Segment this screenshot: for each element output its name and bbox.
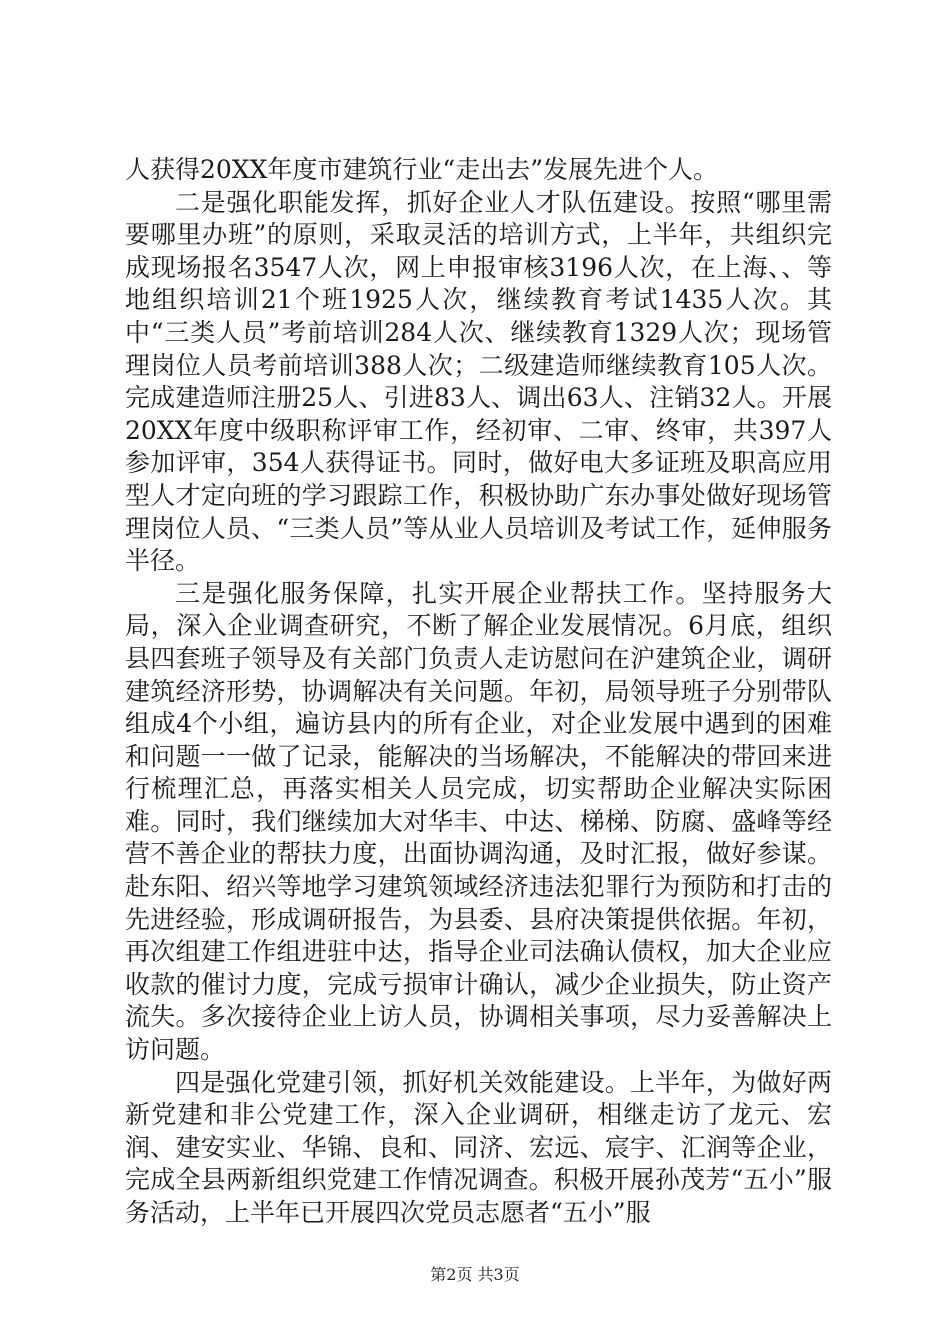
paragraph-talent-building: 二是强化职能发挥，抓好企业人才队伍建设。按照“哪里需要哪里办班”的原则，采取灵活的培训方式，上半年，共组织完成现场报名3547人次，网上申报审核3196人次，在上海、、等地组织培训21个班1925人次，继续教育考试1435人次。其中“三类人员”考前培训284人次、继续教育1329人次；现场管理岗位人员考前培训388人次；二级建造师继续教育105人次。完成建造师注册25人、引进83人、调出63人、注销32人。开展20XX年度中级职称评审工作，经初审、二审、终审，共397人参加评审，354人获得证书。同时，做好电大多证班及职高应用型人才定向班的学习跟踪工作，积极协助广东办事处做好现场管理岗位人员、“三类人员”等从业人员培训及考试工作，延伸服务半径。 bbox=[125, 187, 832, 576]
paragraph-enterprise-support: 三是强化服务保障，扎实开展企业帮扶工作。坚持服务大局，深入企业调查研究，不断了解企业发展情况。6月底，组织县四套班子领导及有关部门负责人走访慰问在沪建筑企业，调研建筑经济形势，协调解决有关问题。年初，局领导班子分别带队组成4个小组，遍访县内的所有企业，对企业发展中遇到的困难和问题一一做了记录，能解决的当场解决，不能解决的带回来进行梳理汇总，再落实相关人员完成，切实帮助企业解决实际困难。同时，我们继续加大对华丰、中达、梯梯、防腐、盛峰等经营不善企业的帮扶力度，出面协调沟通，及时汇报，做好参谋。赴东阳、绍兴等地学习建筑领域经济违法犯罪行为预防和打击的先进经验，形成调研报告，为县委、县府决策提供依据。年初，再次组建工作组进驻中达，指导企业司法确认债权，加大企业应收款的催讨力度，完成亏损审计确认，减少企业损失，防止资产流失。多次接待企业上访人员，协调相关事项，尽力妥善解决上访问题。 bbox=[125, 578, 832, 1065]
paragraph-continuation: 人获得20XX年度市建筑行业“走出去”发展先进个人。 bbox=[125, 155, 718, 184]
document-body bbox=[125, 154, 832, 1230]
page-number-footer: 第2页 共3页 bbox=[430, 1265, 520, 1284]
paragraph-party-building: 四是强化党建引领，抓好机关效能建设。上半年，为做好两新党建和非公党建工作，深入企业调研，相继走访了龙元、宏润、建安实业、华锦、良和、同济、宏远、宸宇、汇润等企业，完成全县两新组织党建工作情况调查。积极开展孙茂芳“五小”服务活动，上半年已开展四次党员志愿者“五小”服 bbox=[125, 1067, 832, 1227]
